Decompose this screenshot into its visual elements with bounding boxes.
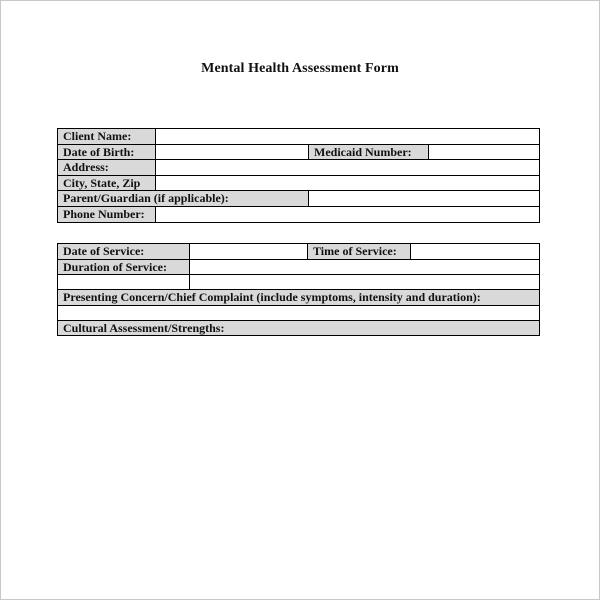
empty-cell (58, 275, 190, 290)
city-state-zip-field[interactable] (156, 175, 540, 191)
address-field[interactable] (156, 160, 540, 176)
phone-number-field[interactable] (156, 206, 540, 222)
table-row (58, 275, 540, 290)
client-name-field[interactable] (156, 129, 540, 145)
table-row (58, 160, 540, 176)
parent-guardian-label: Parent/Guardian (if applicable): (58, 191, 309, 207)
medicaid-number-label: Medicaid Number: (309, 144, 429, 160)
service-info-table (57, 243, 540, 336)
client-name-label: Client Name: (58, 129, 156, 145)
duration-of-service-field[interactable] (190, 259, 540, 275)
table-row (58, 305, 540, 320)
table-row (58, 144, 540, 160)
cultural-assessment-label: Cultural Assessment/Strengths: (58, 320, 540, 336)
table-row (58, 129, 540, 145)
medicaid-number-field[interactable] (429, 144, 540, 160)
empty-field[interactable] (190, 275, 540, 290)
parent-guardian-field[interactable] (309, 191, 540, 207)
table-row (58, 320, 540, 336)
table-row (58, 191, 540, 207)
client-info-table (57, 128, 540, 223)
time-of-service-field[interactable] (411, 244, 540, 260)
presenting-concern-label: Presenting Concern/Chief Complaint (include symptoms, intensity and duration): (58, 290, 540, 306)
duration-of-service-label: Duration of Service: (58, 259, 190, 275)
table-row (58, 290, 540, 306)
table-row (58, 259, 540, 275)
presenting-concern-field[interactable] (58, 305, 540, 320)
form-title: Mental Health Assessment Form (201, 61, 399, 76)
time-of-service-label: Time of Service: (308, 244, 411, 260)
date-of-service-field[interactable] (190, 244, 308, 260)
date-of-birth-field[interactable] (156, 144, 309, 160)
date-of-service-label: Date of Service: (58, 244, 190, 260)
table-row (58, 244, 540, 260)
date-of-birth-label: Date of Birth: (58, 144, 156, 160)
phone-number-label: Phone Number: (58, 206, 156, 222)
address-label: Address: (58, 160, 156, 176)
table-row (58, 206, 540, 222)
table-row (58, 175, 540, 191)
city-state-zip-label: City, State, Zip (58, 175, 156, 191)
